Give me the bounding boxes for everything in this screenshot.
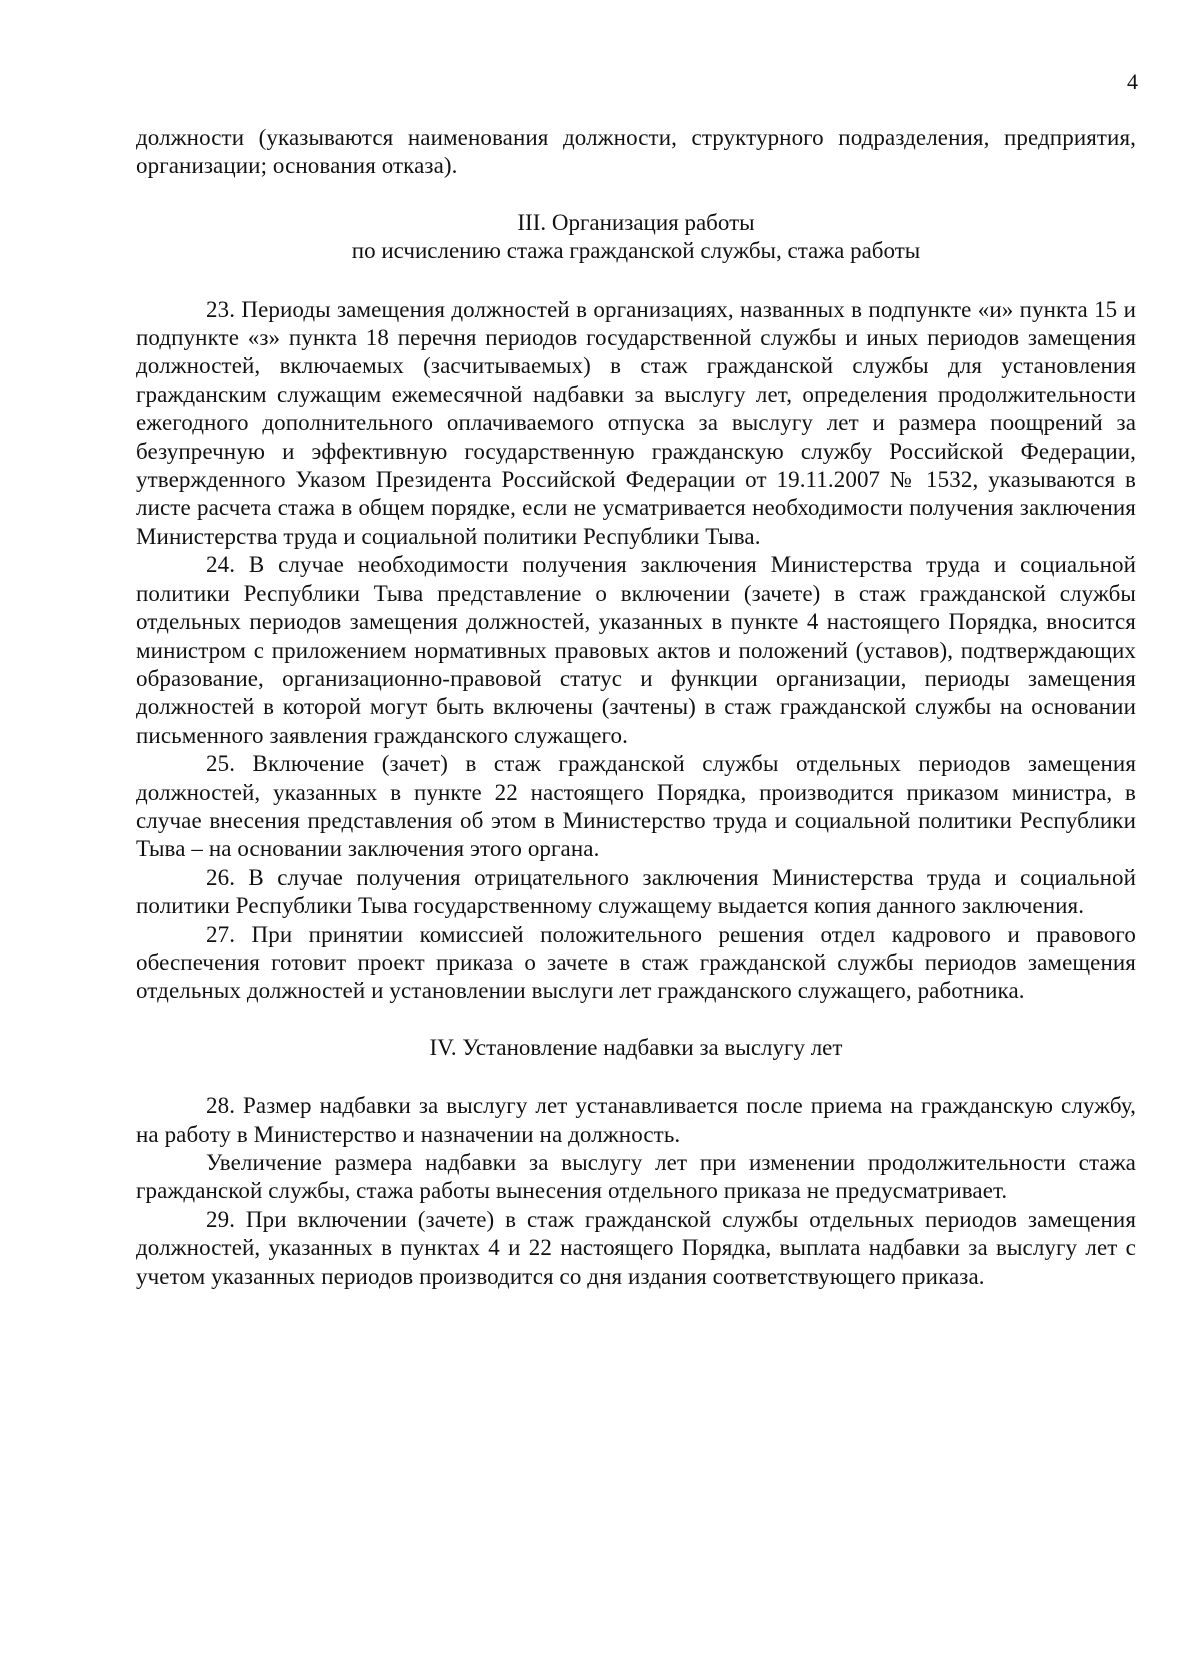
intro-paragraph: должности (указываются наименования должности, структурного подразделения, предприятия, организации; основания отказа). (136, 125, 1136, 179)
paragraph-27: 27. При принятии комиссией положительного решения отдел кадрового и правового обеспечения готовит проект приказа о зачете в стаж гражданской службы периодов замещения отдельных должностей и установлении выслуги лет гражданского служащего, работника. (136, 921, 1136, 1004)
paragraph-28: 28. Размер надбавки за выслугу лет устанавливается после приема на гражданскую службу, на работу в Министерство и назначении на должность. (136, 1093, 1136, 1147)
paragraph-28-continuation: Увеличение размера надбавки за выслугу лет при изменении продолжительности стажа гражданской службы, стажа работы вынесения отдельного приказа не предусматривает. (136, 1150, 1136, 1204)
section-4-heading-line: IV. Установление надбавки за выслугу лет (429, 1034, 843, 1060)
page-number: 4 (1127, 69, 1138, 94)
paragraph-25: 25. Включение (зачет) в стаж гражданской службы отдельных периодов замещения должностей, указанных в пункте 22 настоящего Порядка, производится приказом министра, в случае внесения представления об этом в Министерство труда и социальной политики Республики Тыва – на основании заключения этого органа. (136, 751, 1136, 862)
paragraph-23: 23. Периоды замещения должностей в организациях, названных в подпункте «и» пункта 15 и подпункте «з» пункта 18 перечня периодов государственной службы и иных периодов замещения должностей, включаемых (засчитываемых) в стаж гражданской службы для установления гражданским служащим ежемесячной надбавки за выслугу лет, определения продолжительности ежегодного дополнительного оплачиваемого отпуска за выслугу лет и размера поощрений за безупречную и эффективную государственную гражданскую службу Российской Федерации, утвержденного Указом Президента Российской Федерации от 19.11.2007 № 1532, указываются в листе расчета стажа в общем порядке, если не усматривается необходимости получения заключения Министерства труда и социальной политики Республики Тыва. (136, 296, 1136, 549)
paragraph-26: 26. В случае получения отрицательного заключения Министерства труда и социальной политики Республики Тыва государственному служащему выдается копия данного заключения. (136, 864, 1136, 919)
section-4-heading (136, 1034, 1136, 1062)
paragraph-24: 24. В случае необходимости получения заключения Министерства труда и социальной политики Республики Тыва представление о включении (зачете) в стаж гражданской службы отдельных периодов замещения должностей, указанных в пункте 4 настоящего Порядка, вносится министром с приложением нормативных правовых актов и положений (уставов), подтверждающих образование, организационно-правовой статус и функции организации, периоды замещения должностей в которой могут быть включены (зачтены) в стаж гражданской службы на основании письменного заявления гражданского служащего. (136, 552, 1136, 748)
section-3-heading-line-2: по исчислению стажа гражданской службы, стажа работы (351, 238, 921, 264)
section-3-heading-line-1: III. Организация работы (517, 209, 755, 235)
paragraph-29: 29. При включении (зачете) в стаж гражданской службы отдельных периодов замещения должностей, указанных в пунктах 4 и 22 настоящего Порядка, выплата надбавки за выслугу лет с учетом указанных периодов производится со дня издания соответствующего приказа. (136, 1206, 1136, 1289)
section-3-heading (136, 209, 1136, 266)
document-body (136, 124, 1136, 1291)
